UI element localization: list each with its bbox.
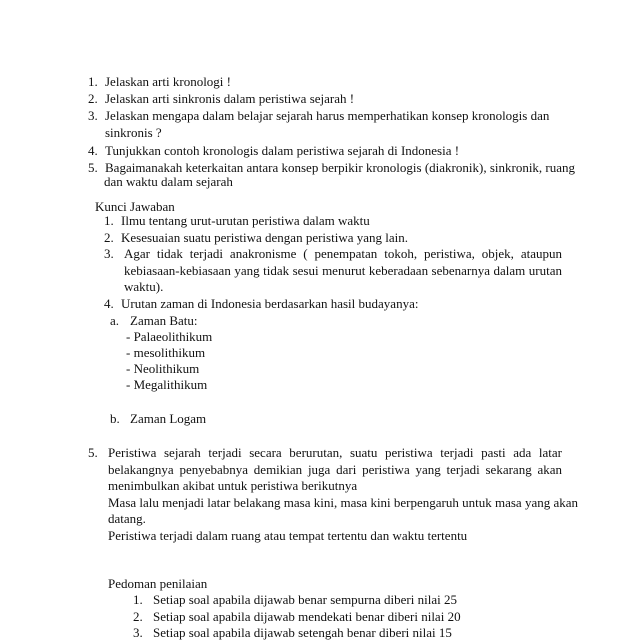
answer-3-num: 3. xyxy=(104,246,114,261)
grading-title: Pedoman penilaian xyxy=(108,576,208,591)
answer-3-line-3: waktu). xyxy=(124,279,164,294)
question-1: 1. Jelaskan arti kronologi ! xyxy=(88,74,231,89)
answer-5-line-4: Masa lalu menjadi latar belakang masa kini, masa kini berpengaruh untuk masa yang akan xyxy=(108,495,579,510)
grading-item-3: 3. Setiap soal apabila dijawab setengah benar diberi nilai 15 xyxy=(133,625,452,640)
question-5-cont: dan waktu dalam sejarah xyxy=(104,174,233,189)
era-item: - Neolithikum xyxy=(126,361,200,376)
answer-4-sub-a: a. Zaman Batu: xyxy=(110,313,198,328)
question-3: 3. Jelaskan mengapa dalam belajar sejarah harus memperhatikan konsep kronologis dan xyxy=(88,108,550,123)
grading-item-1: 1. Setiap soal apabila dijawab benar sempurna diberi nilai 25 xyxy=(133,592,457,607)
answer-5-line-2: belakangnya penyebabnya demikian juga dari peristiwa yang terjadi sekarang akan xyxy=(108,462,562,477)
question-2: 2. Jelaskan arti sinkronis dalam peristiwa sejarah ! xyxy=(88,91,355,106)
question-5: 5. Bagaimanakah keterkaitan antara konsep berpikir kronologis (diakronik), sinkronik, ruang xyxy=(88,160,576,175)
answer-4-sub-b: b. Zaman Logam xyxy=(110,411,207,426)
answer-key-title: Kunci Jawaban xyxy=(95,199,175,214)
answer-5-line-1: Peristiwa sejarah terjadi secara berurutan, suatu peristiwa terjadi pasti ada latar xyxy=(108,445,562,460)
era-item: - mesolithikum xyxy=(126,345,206,360)
answer-5-num: 5. xyxy=(88,445,98,460)
question-3-cont: sinkronis ? xyxy=(105,125,162,140)
answer-2: 2. Kesesuaian suatu peristiwa dengan peristiwa yang lain. xyxy=(104,230,408,245)
question-4: 4. Tunjukkan contoh kronologis dalam peristiwa sejarah di Indonesia ! xyxy=(88,143,460,158)
answer-5-line-5: datang. xyxy=(108,511,146,526)
answer-3-line-1: Agar tidak terjadi anakronisme ( penempatan tokoh, peristiwa, objek, ataupun xyxy=(124,246,562,261)
grading-item-2: 2. Setiap soal apabila dijawab mendekati benar diberi nilai 20 xyxy=(133,609,461,624)
answer-5-line-3: menimbulkan akibat untuk peristiwa berikutnya xyxy=(108,478,358,493)
era-item: - Palaeolithikum xyxy=(126,329,213,344)
answer-3-line-2: kebiasaan-kebiasaan yang tidak sesui menurut keberadaan sebenarnya dalam urutan xyxy=(124,263,562,278)
answer-5-line-6: Peristiwa terjadi dalam ruang atau tempat tertentu dan waktu tertentu xyxy=(108,528,468,543)
answer-4: 4. Urutan zaman di Indonesia berdasarkan hasil budayanya: xyxy=(104,296,419,311)
era-item: - Megalithikum xyxy=(126,377,208,392)
answer-1: 1. Ilmu tentang urut-urutan peristiwa dalam waktu xyxy=(104,213,370,228)
